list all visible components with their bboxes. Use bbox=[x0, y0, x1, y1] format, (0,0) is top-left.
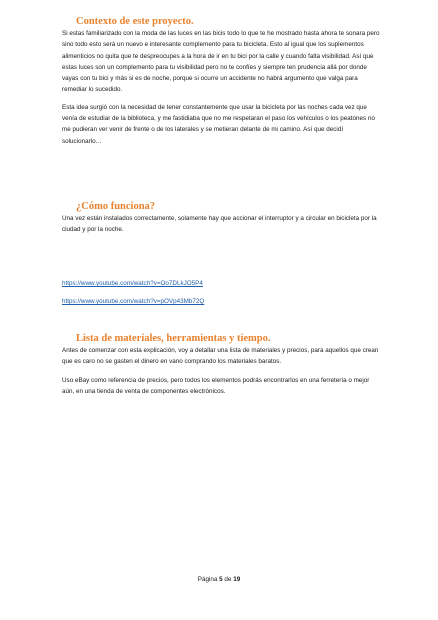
footer-total-pages: 19 bbox=[233, 576, 241, 583]
section-title-how-it-works: ¿Cómo funciona? bbox=[76, 201, 156, 212]
footer-page-number: 5 bbox=[219, 576, 223, 583]
video-link-2[interactable]: https://www.youtube.com/watch?v=pOVp43Mb72Q bbox=[62, 298, 205, 305]
footer-of: de bbox=[224, 576, 232, 583]
video-link-1[interactable]: https://www.youtube.com/watch?v=Oo7DLkJO5P4 bbox=[62, 280, 203, 287]
context-paragraph-1: Si estas familiarizado con la moda de las luces en las bicis todo lo que te he mostrado hasta ahora te sonara pero sino todo esto será un nuevo e interesante complemento para tu bicicleta. Esto al igual que los suplementos alimenticios no quita que te despreocupes a la hora de ir en tu bici por la calle y cuando falta visibilidad. Así que estas luces son un complemento para tu visibilidad pero no te confíes y siempre ten prudencia allá por donde vayas con tu bici y más si es de noche, porque si ocurre un accidente no habrá argumento que valga para remediar lo sucedido. bbox=[62, 30, 380, 94]
section-title-materials: Lista de materiales, herramientas y tiempo. bbox=[76, 333, 271, 344]
section-how-it-works bbox=[62, 200, 380, 236]
materials-paragraph-2: Uso eBay como referencia de precios, pero todos los elementos podrás encontrarlos en una ferretería o mejor aún, en una tienda de venta de componentes electrónicos. bbox=[62, 376, 370, 395]
section-context bbox=[62, 15, 380, 147]
section-title-context: Contexto de este proyecto. bbox=[76, 16, 194, 27]
footer-prefix: Página bbox=[197, 576, 218, 583]
context-paragraph-2: Esta idea surgió con la necesidad de tener constantemente que usar la bicicleta por las noches cada vez que venía de estudiar de la biblioteca, y me fastidiaba que no me respetaran el paso los vehículos o los peatones no me pudieran ver venir de frente o de los laterales y se metieran delante de mi camino. Así que decidí solucionarlo… bbox=[62, 103, 375, 145]
how-it-works-paragraph: Una vez están instalados correctamente, solamente hay que accionar el interruptor y a circular en bicicleta por la ciudad y por la noche. bbox=[62, 215, 377, 234]
page-footer bbox=[0, 576, 438, 583]
materials-paragraph-1: Antes de comenzar con esta explicación, voy a detallar una lista de materiales y precios, para aquellos que crean que es caro no se gasten el dinero en vano comprando los materiales baratos. bbox=[62, 347, 379, 366]
section-materials bbox=[62, 332, 380, 397]
video-links bbox=[62, 278, 380, 314]
